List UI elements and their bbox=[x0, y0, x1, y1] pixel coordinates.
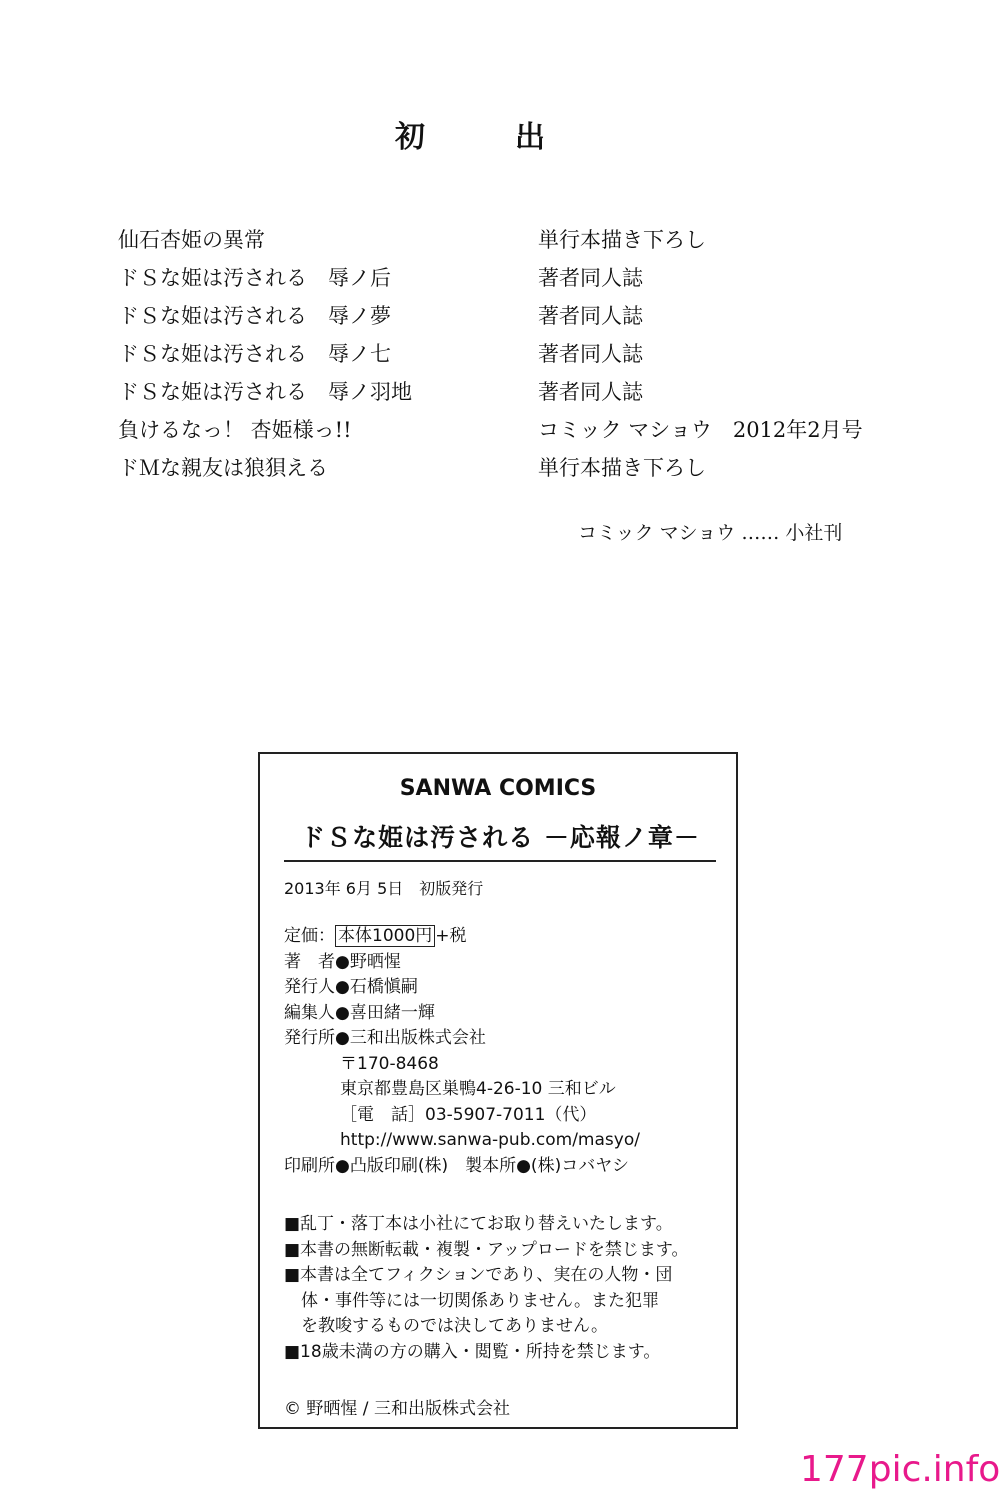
list-item bbox=[118, 334, 898, 372]
story-source: 著者同人誌 bbox=[538, 342, 643, 366]
story-title: ドＳな姫は汚される 辱ノ夢 bbox=[118, 304, 391, 328]
author-line: 著 者●野晒惺 bbox=[284, 951, 401, 972]
first-appearance-list bbox=[118, 220, 898, 486]
publisher-person-line: 発行人●石橋愼嗣 bbox=[284, 977, 418, 997]
book-title: ドＳな姫は汚される －応報ノ章－ bbox=[284, 818, 716, 862]
story-source: 単行本描き下ろし bbox=[538, 456, 706, 480]
notice-item: 体・事件等には一切関係ありません。また犯罪 bbox=[301, 1290, 660, 1311]
notice-item: を教唆するものでは決してありません。 bbox=[301, 1316, 609, 1336]
price-suffix: +税 bbox=[435, 926, 467, 946]
notices bbox=[284, 1212, 724, 1365]
series-name: SANWA COMICS bbox=[399, 776, 597, 801]
phone: ［電 話］03-5907-7011（代） bbox=[340, 1104, 597, 1125]
story-title: ドＳな姫は汚される 辱ノ七 bbox=[118, 342, 391, 366]
page-heading: 初 出 bbox=[395, 120, 575, 155]
list-item bbox=[118, 220, 898, 258]
list-item bbox=[118, 296, 898, 334]
price-box: 本体1000円 bbox=[335, 925, 435, 947]
price-label: 定価： bbox=[284, 926, 335, 946]
notice-item: ■乱丁・落丁本は小社にてお取り替えいたします。 bbox=[284, 1214, 673, 1234]
printer-line: 印刷所●凸版印刷(株) 製本所●(株)コバヤシ bbox=[284, 1155, 630, 1176]
story-title: ドＳな姫は汚される 辱ノ羽地 bbox=[118, 380, 412, 404]
publication-info bbox=[284, 924, 724, 1179]
notice-item: ■18歳未満の方の購入・閲覧・所持を禁じます。 bbox=[284, 1341, 661, 1362]
website-url: http://www.sanwa-pub.com/masyo/ bbox=[340, 1130, 640, 1150]
price-line bbox=[284, 924, 724, 950]
notice-item: ■本書の無断転載・複製・アップロードを禁じます。 bbox=[284, 1239, 689, 1260]
release-date: 2013年 6月 5日 初版発行 bbox=[284, 879, 484, 898]
publisher-line: 発行所●三和出版株式会社 bbox=[284, 1028, 486, 1048]
notice-item: ■本書は全てフィクションであり、実在の人物・団 bbox=[284, 1265, 673, 1285]
publisher-note: コミック マショウ …… 小社刊 bbox=[578, 522, 843, 544]
story-title: 負けるなっ！ 杏姫様っ!! bbox=[118, 418, 352, 442]
story-title: ドＭな親友は狼狽える bbox=[118, 456, 328, 480]
copyright-line: © 野晒惺 / 三和出版株式会社 bbox=[284, 1399, 510, 1419]
watermark: 177pic.info bbox=[800, 1446, 996, 1494]
postal-code: 〒170-8468 bbox=[340, 1053, 439, 1074]
story-source: 著者同人誌 bbox=[538, 380, 643, 404]
list-item bbox=[118, 448, 898, 486]
story-source: 単行本描き下ろし bbox=[538, 228, 706, 252]
story-title: ドＳな姫は汚される 辱ノ后 bbox=[118, 266, 391, 290]
story-title: 仙石杏姫の異常 bbox=[118, 228, 265, 252]
address: 東京都豊島区巣鴨4-26-10 三和ビル bbox=[340, 1079, 616, 1099]
list-item bbox=[118, 258, 898, 296]
colophon-box bbox=[258, 752, 738, 1429]
story-source: 著者同人誌 bbox=[538, 266, 643, 290]
story-source: 著者同人誌 bbox=[538, 304, 643, 328]
editor-line: 編集人●喜田緒一輝 bbox=[284, 1002, 435, 1023]
story-source: コミック マショウ 2012年2月号 bbox=[538, 418, 863, 442]
list-item bbox=[118, 410, 898, 448]
list-item bbox=[118, 372, 898, 410]
